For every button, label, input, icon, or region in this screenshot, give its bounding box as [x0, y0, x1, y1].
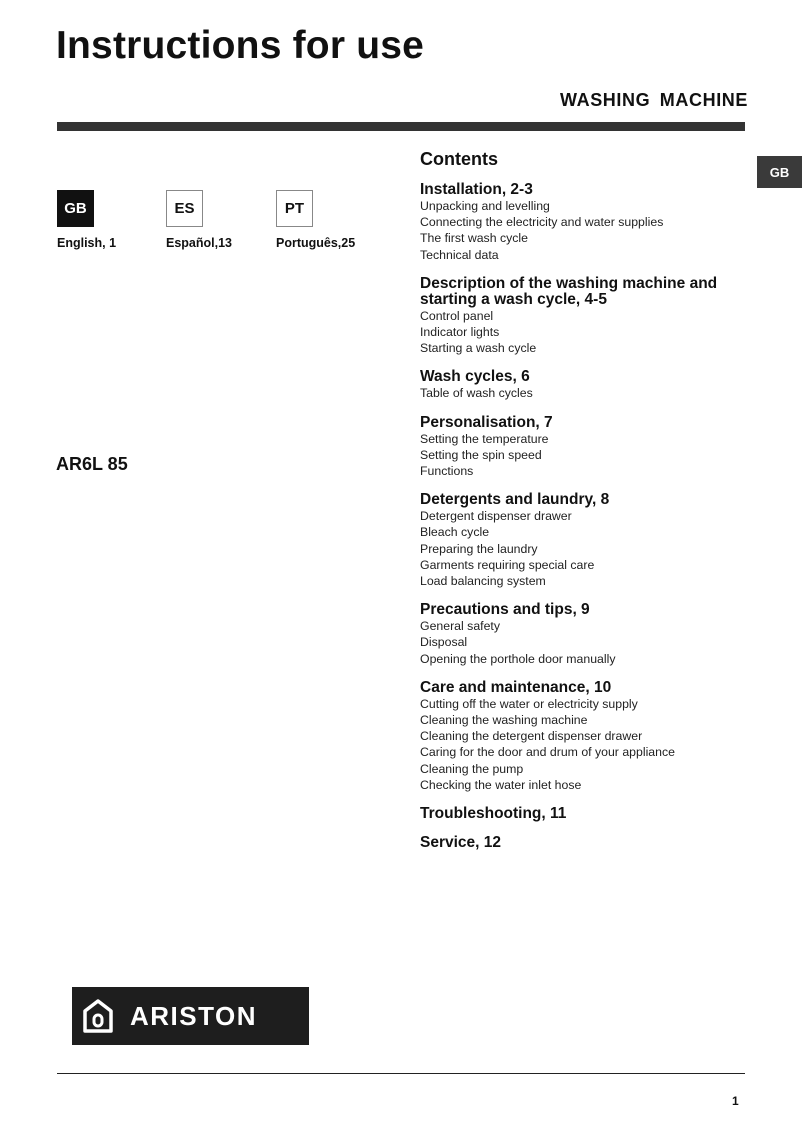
toc-section-title[interactable]: Precautions and tips, 9 [420, 601, 590, 619]
toc-section [420, 369, 750, 401]
toc-section [420, 806, 750, 822]
page-number: 1 [732, 1094, 739, 1108]
toc-item[interactable]: Setting the temperature [420, 431, 549, 446]
toc-item[interactable]: Cleaning the detergent dispenser drawer [420, 729, 643, 744]
toc-item[interactable]: Opening the porthole door manually [420, 651, 616, 666]
toc-item[interactable]: General safety [420, 619, 500, 634]
product-type: WASHING MACHINE [560, 90, 748, 110]
model-number: AR6L 85 [56, 454, 128, 474]
page-title: Instructions for use [56, 24, 425, 67]
toc-section [420, 492, 750, 589]
toc-section [420, 276, 750, 357]
brand-name: ARISTON [130, 1000, 258, 1031]
footer-rule [57, 1073, 745, 1074]
toc-section-title[interactable]: Installation, 2-3 [420, 181, 533, 198]
toc-item[interactable]: Unpacking and levelling [420, 199, 550, 213]
toc-item[interactable]: Functions [420, 464, 474, 479]
toc-section [420, 835, 750, 851]
toc-item[interactable]: Cutting off the water or electricity supply [420, 696, 638, 711]
language-label-pt[interactable]: Português,25 [276, 236, 356, 250]
toc-item[interactable]: Cleaning the pump [420, 761, 524, 776]
language-label-es[interactable]: Español,13 [166, 236, 232, 250]
toc-item[interactable]: The first wash cycle [420, 231, 528, 246]
toc-item[interactable]: Technical data [420, 247, 499, 262]
ariston-logo [72, 987, 309, 1045]
table-of-contents [420, 182, 750, 864]
toc-section-title[interactable]: Detergents and laundry, 8 [420, 491, 610, 509]
toc-item[interactable]: Bleach cycle [420, 525, 490, 540]
toc-item[interactable]: Control panel [420, 308, 494, 323]
toc-item[interactable]: Garments requiring special care [420, 557, 595, 572]
toc-item[interactable]: Table of wash cycles [420, 386, 533, 401]
toc-item[interactable]: Caring for the door and drum of your appliance [420, 745, 675, 760]
toc-item[interactable]: Connecting the electricity and water supplies [420, 215, 664, 230]
toc-item[interactable]: Starting a wash cycle [420, 341, 537, 356]
toc-section-title[interactable]: Troubleshooting, 11 [420, 805, 567, 823]
toc-item[interactable]: Cleaning the washing machine [420, 713, 588, 728]
toc-section-title[interactable]: Description of the washing machine and starting a wash cycle, 4-5 [420, 274, 718, 308]
toc-section [420, 602, 750, 667]
toc-section [420, 182, 750, 263]
language-button-es[interactable]: ES [166, 190, 203, 227]
toc-item[interactable]: Checking the water inlet hose [420, 777, 582, 792]
toc-section-title[interactable]: Service, 12 [420, 834, 502, 852]
home-icon [82, 998, 114, 1034]
toc-section-title[interactable]: Personalisation, 7 [420, 413, 553, 431]
toc-item[interactable]: Indicator lights [420, 325, 500, 340]
toc-item[interactable]: Detergent dispenser drawer [420, 509, 572, 524]
language-side-tab: GB [757, 156, 802, 188]
toc-item[interactable]: Disposal [420, 635, 468, 650]
toc-section-title[interactable]: Wash cycles, 6 [420, 368, 530, 386]
header-rule [57, 122, 745, 131]
toc-section [420, 415, 750, 480]
language-label-gb[interactable]: English, 1 [57, 236, 117, 250]
toc-item[interactable]: Preparing the laundry [420, 541, 538, 556]
toc-item[interactable]: Load balancing system [420, 574, 546, 589]
toc-item[interactable]: Setting the spin speed [420, 447, 542, 462]
toc-section-title[interactable]: Care and maintenance, 10 [420, 678, 612, 696]
language-button-pt[interactable]: PT [276, 190, 313, 227]
toc-section [420, 680, 750, 793]
contents-heading: Contents [420, 149, 498, 169]
language-button-gb[interactable]: GB [57, 190, 94, 227]
